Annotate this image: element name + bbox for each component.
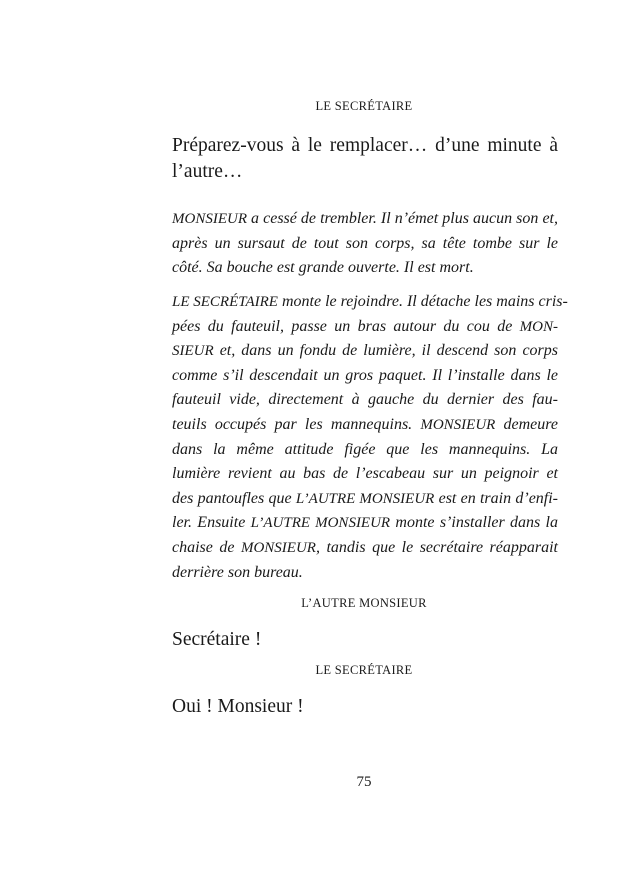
dialogue-line	[172, 627, 558, 653]
character-name: MONSIEUR	[172, 211, 247, 227]
page-number: 75	[356, 774, 372, 790]
text-line: après un sursaut de tout son corps, sa tête tombe sur le	[172, 234, 558, 252]
character-name: L’AUTRE MONSIEUR	[295, 490, 435, 507]
text-span: et, dans un fondu de lumière, il descend son corps	[213, 342, 558, 360]
text-line	[172, 536, 558, 561]
dialogue-line	[172, 133, 558, 185]
text-line	[172, 339, 558, 364]
text-line	[172, 207, 558, 232]
text-span: monte s’installer dans la	[390, 514, 558, 532]
text-span: , tandis que le secrétaire réapparait	[315, 538, 559, 556]
text-line	[172, 487, 558, 512]
text-span: a cessé de trembler. Il n’émet plus aucun son et,	[247, 210, 558, 227]
text-line: lumière revient au bas de l’escabeau sur un peignoir et	[172, 465, 558, 483]
character-name: MONSIEUR	[420, 416, 496, 433]
character-name: L’AUTRE MONSIEUR	[250, 515, 391, 532]
text-line	[172, 511, 558, 536]
text-span: demeure	[495, 415, 558, 433]
speaker-name: L’AUTRE MONSIEUR	[301, 596, 427, 610]
character-name: MONSIEUR	[240, 539, 316, 556]
speaker-name: LE SECRÉTAIRE	[315, 663, 413, 677]
text-span: des pantoufles que	[172, 489, 296, 507]
character-name: SIEUR	[172, 343, 214, 360]
text-line: Préparez-vous à le remplacer… d’une minute à	[172, 135, 558, 156]
text-line: comme s’il descendait un gros paquet. Il l’installe dans le	[172, 366, 558, 384]
text-line	[172, 315, 558, 340]
text-span: est en train d’enfi-	[434, 489, 559, 507]
text-line	[172, 413, 558, 438]
text-line: l’autre…	[172, 161, 243, 182]
text-line: Oui ! Monsieur !	[172, 696, 304, 717]
text-span: ler. Ensuite	[172, 514, 251, 532]
text-line: dans la même attitude figée que les mannequins. La	[172, 440, 558, 458]
text-span: teuils occupés par les mannequins.	[172, 415, 421, 433]
text-span: monte le rejoindre. Il détache les mains cris-	[277, 293, 568, 310]
text-span: pées du fauteuil, passe un bras autour du cou de	[172, 317, 520, 335]
text-line: fauteuil vide, directement à gauche du dernier des fau-	[172, 391, 558, 409]
text-line	[172, 290, 568, 315]
character-name: LE SECRÉTAIRE	[172, 294, 278, 310]
stage-direction	[172, 207, 558, 281]
dialogue-line	[172, 694, 558, 720]
character-name: MON-	[519, 318, 558, 335]
speaker-name: LE SECRÉTAIRE	[315, 99, 413, 113]
text-line: côté. Sa bouche est grande ouverte. Il est mort.	[172, 259, 474, 277]
text-line: Secrétaire !	[172, 629, 262, 650]
text-line: derrière son bureau.	[172, 563, 303, 581]
text-span: chaise de	[172, 538, 241, 556]
stage-direction	[172, 290, 568, 585]
